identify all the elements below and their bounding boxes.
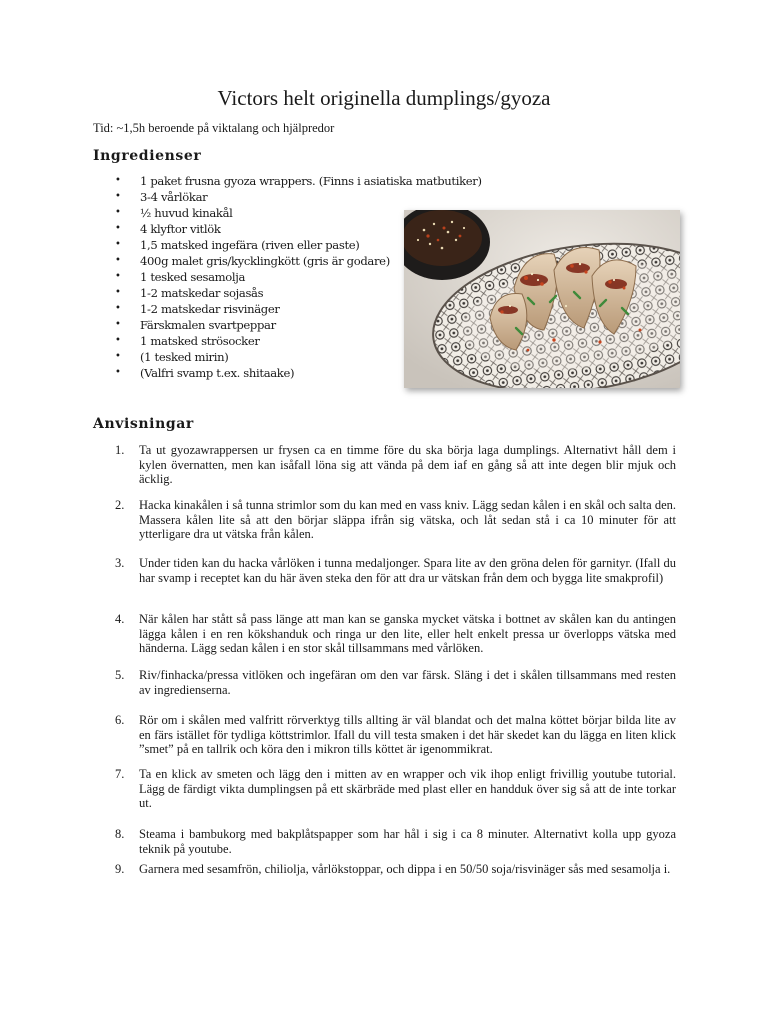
instruction-step xyxy=(115,862,676,877)
step-text: Ta en klick av smeten och lägg den i mitten av en wrapper och vik ihop enligt frivillig youtube tutorial. Lägg de färdigt vikta dumplingsen på ett skärbräde med plast eller en handduk över sig så att de inte torkar ut. xyxy=(139,767,676,810)
ingredients-list xyxy=(115,173,482,381)
bullet-marker: • xyxy=(115,223,121,234)
ingredient-text: 1-2 matskedar risvinäger xyxy=(140,302,280,316)
instruction-step xyxy=(115,443,676,487)
dumplings-photo xyxy=(404,210,680,388)
ingredient-text: 1-2 matskedar sojasås xyxy=(140,286,264,300)
step-text: Steama i bambukorg med bakplåtspapper som har hål i sig i ca 8 minuter. Alternativt kolla upp gyoza teknik på youtube. xyxy=(139,827,676,856)
ingredient-text: 4 klyftor vitlök xyxy=(140,222,221,236)
ingredient-item xyxy=(115,253,415,269)
step-text: Riv/finhacka/pressa vitlöken och ingefäran om den var färsk. Släng i det i skålen tillsammans med resten av ingredienserna. xyxy=(139,668,676,697)
bullet-marker: • xyxy=(115,303,121,314)
ingredient-item xyxy=(115,333,415,349)
step-number: 1. xyxy=(115,443,125,457)
bullet-marker: • xyxy=(115,335,121,346)
ingredient-item xyxy=(115,205,415,221)
instruction-step xyxy=(115,713,676,757)
step-text: Ta ut gyozawrappersen ur frysen ca en timme före du ska börja laga dumplings. Alternativt håll dem i kylen övernatten, men kan isåfall löna sig att vända på dem iaf en gång så att inte degen blir mjuk och äcklig. xyxy=(139,443,676,486)
step-number: 9. xyxy=(115,862,125,876)
step-text: Garnera med sesamfrön, chiliolja, vårlökstoppar, och dippa i en 50/50 soja/risvinäger sås med sesamolja i. xyxy=(139,862,671,876)
bullet-marker: • xyxy=(115,287,121,298)
instruction-step xyxy=(115,498,676,542)
step-text: När kålen har stått så pass länge att man kan se ganska mycket vätska i bottnet av skålen kan du antingen lägga kålen i en ren kökshanduk och ringa ur den lite, eller helt enkelt pressa ur överlopps vätska med händerna. Lägg sedan kålen i en stor skål tillsammans med vårlöken. xyxy=(139,612,676,655)
ingredient-text: 1,5 matsked ingefära (riven eller paste) xyxy=(140,238,360,252)
step-number: 8. xyxy=(115,827,125,841)
bullet-marker: • xyxy=(115,351,121,362)
instruction-step xyxy=(115,556,676,585)
ingredient-text: 1 tesked sesamolja xyxy=(140,270,246,284)
step-number: 4. xyxy=(115,612,125,626)
instructions-heading: Anvisningar xyxy=(93,416,194,432)
bullet-marker: • xyxy=(115,239,121,250)
ingredient-item xyxy=(115,365,415,381)
step-number: 3. xyxy=(115,556,125,570)
bullet-marker: • xyxy=(115,367,121,378)
ingredient-text: 3-4 vårlökar xyxy=(140,190,208,204)
ingredient-text: (Valfri svamp t.ex. shitaake) xyxy=(140,366,295,380)
bullet-marker: • xyxy=(115,175,121,186)
ingredient-item xyxy=(115,269,415,285)
ingredient-text: 1 matsked strösocker xyxy=(140,334,260,348)
time-estimate: Tid: ~1,5h beroende på viktalang och hjälpredor xyxy=(93,121,335,135)
ingredient-item xyxy=(115,237,415,253)
step-number: 2. xyxy=(115,498,125,512)
ingredient-text: ½ huvud kinakål xyxy=(140,206,233,220)
step-text: Hacka kinakålen i så tunna strimlor som du kan med en vass kniv. Lägg sedan kålen i en skål och salta den. Massera kålen lite så att den börjar släppa ifrån sig vätska, och låt sedan stå i ca 10 minuter för att ytterligare dra ut vätska från kålen. xyxy=(139,498,676,541)
step-number: 6. xyxy=(115,713,125,727)
instruction-step xyxy=(115,668,676,697)
bullet-marker: • xyxy=(115,271,121,282)
ingredient-item xyxy=(115,317,415,333)
ingredient-item xyxy=(115,189,415,205)
instruction-step xyxy=(115,827,676,856)
bullet-marker: • xyxy=(115,191,121,202)
page-title: Victors helt originella dumplings/gyoza xyxy=(217,86,551,110)
ingredient-item xyxy=(115,349,415,365)
ingredient-text: 400g malet gris/kycklingkött (gris är godare) xyxy=(140,254,390,268)
bullet-marker: • xyxy=(115,319,121,330)
ingredient-text: 1 paket frusna gyoza wrappers. (Finns i asiatiska matbutiker) xyxy=(140,174,482,188)
ingredient-item xyxy=(115,173,482,189)
instruction-step xyxy=(115,612,676,656)
step-text: Rör om i skålen med valfritt rörverktyg tills allting är väl blandat och det malna köttet börjar bilda lite av en färs istället för tydliga köttstrimlor. Ifall du vill testa smaken i det här skedet kan du lägga en liten klick ”smet” på en tallrik och köra den i mikron tills köttet är igenommikrat. xyxy=(139,713,676,756)
ingredients-heading: Ingredienser xyxy=(93,148,202,164)
bullet-marker: • xyxy=(115,207,121,218)
ingredient-item xyxy=(115,221,415,237)
ingredient-text: (1 tesked mirin) xyxy=(140,350,229,364)
step-number: 5. xyxy=(115,668,125,682)
bullet-marker: • xyxy=(115,255,121,266)
ingredient-text: Färskmalen svartpeppar xyxy=(140,318,276,332)
ingredient-item xyxy=(115,301,415,317)
step-text: Under tiden kan du hacka vårlöken i tunna medaljonger. Spara lite av den gröna delen för garnityr. (Ifall du har svamp i receptet kan du här även steka den för att dra ur vätskan från dem och bygga lite smakprofil) xyxy=(139,556,676,585)
instruction-step xyxy=(115,767,676,811)
step-number: 7. xyxy=(115,767,125,781)
ingredient-item xyxy=(115,285,415,301)
